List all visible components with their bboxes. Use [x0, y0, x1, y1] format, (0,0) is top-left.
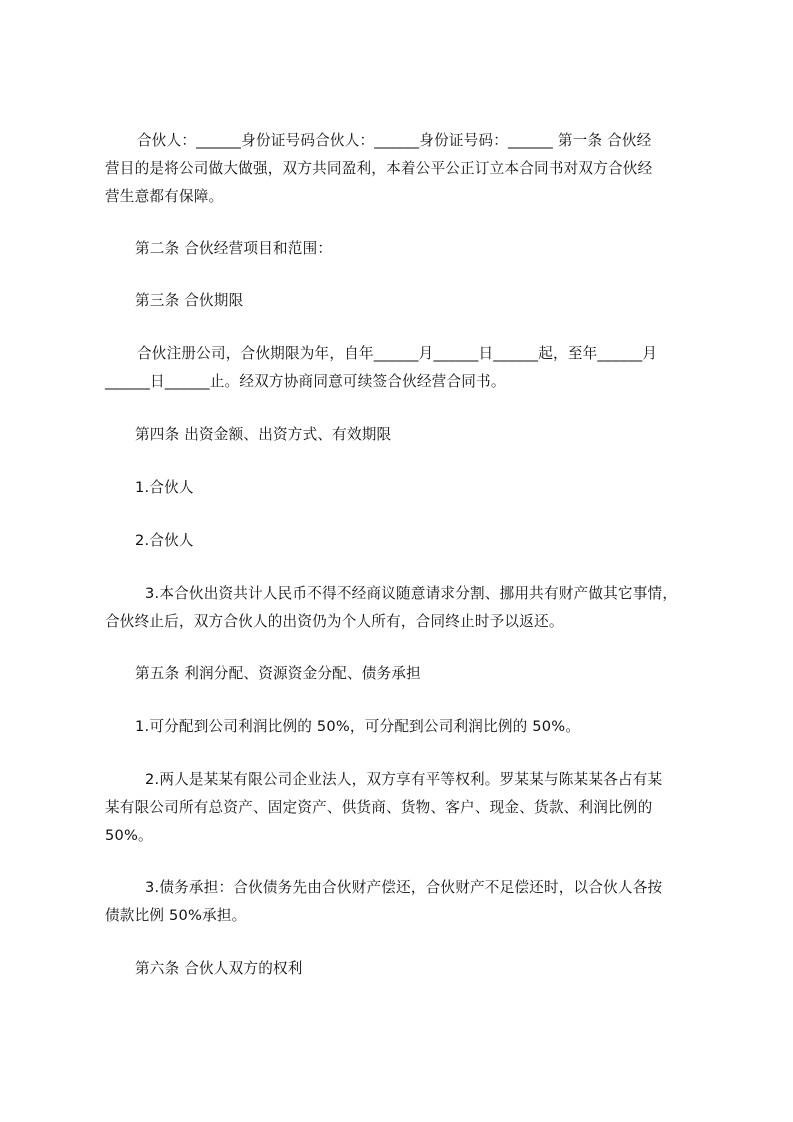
- article-3-heading: 第三条 合伙期限: [135, 292, 244, 309]
- article-5-item-2-line-2: 某有限公司所有总资产、固定资产、供货商、货物、客户、现金、货款、利润比例的: [105, 799, 653, 816]
- intro-paragraph-line-3: 营生意都有保障。: [105, 188, 224, 205]
- article-5-item-2-line-3: 50%。: [105, 827, 153, 844]
- intro-paragraph-line-2: 营目的是将公司做大做强，双方共同盈利，本着公平公正订立本合同书对双方合伙经: [105, 160, 653, 177]
- article-4-item-1: 1.合伙人: [135, 479, 194, 496]
- term-paragraph-line-1: 合伙注册公司，合伙期限为年，自年______月______日______起，至年______月: [137, 345, 658, 362]
- article-2-heading: 第二条 合伙经营项目和范围：: [135, 240, 333, 257]
- article-5-item-2-line-1: 2.两人是某某有限公司企业法人，双方享有平等权利。罗某某与陈某某各占有某: [145, 771, 663, 788]
- article-4-item-3-line-2: 合伙终止后，双方合伙人的出资仍为个人所有，合同终止时予以返还。: [105, 613, 564, 630]
- article-4-item-3-line-1: 3.本合伙出资共计人民币不得不经商议随意请求分割、挪用共有财产做其它事情，: [145, 585, 678, 602]
- article-5-item-1: 1.可分配到公司利润比例的 50%，可分配到公司利润比例的 50%。: [135, 718, 581, 735]
- term-paragraph-line-2: ______日______止。经双方协商同意可续签合伙经营合同书。: [105, 373, 506, 390]
- article-5-heading: 第五条 利润分配、资源资金分配、债务承担: [135, 665, 421, 682]
- article-5-item-3-line-2: 债款比例 50%承担。: [105, 907, 247, 924]
- article-6-heading: 第六条 合伙人双方的权利: [135, 960, 303, 977]
- article-4-item-2: 2.合伙人: [135, 532, 194, 549]
- intro-paragraph-line-1: 合伙人：______身份证号码合伙人：______身份证号码：______ 第一条 合伙经: [137, 132, 652, 149]
- article-5-item-3-line-1: 3.债务承担：合伙债务先由合伙财产偿还，合伙财产不足偿还时，以合伙人各按: [145, 879, 663, 896]
- article-4-heading: 第四条 出资金额、出资方式、有效期限: [135, 426, 392, 443]
